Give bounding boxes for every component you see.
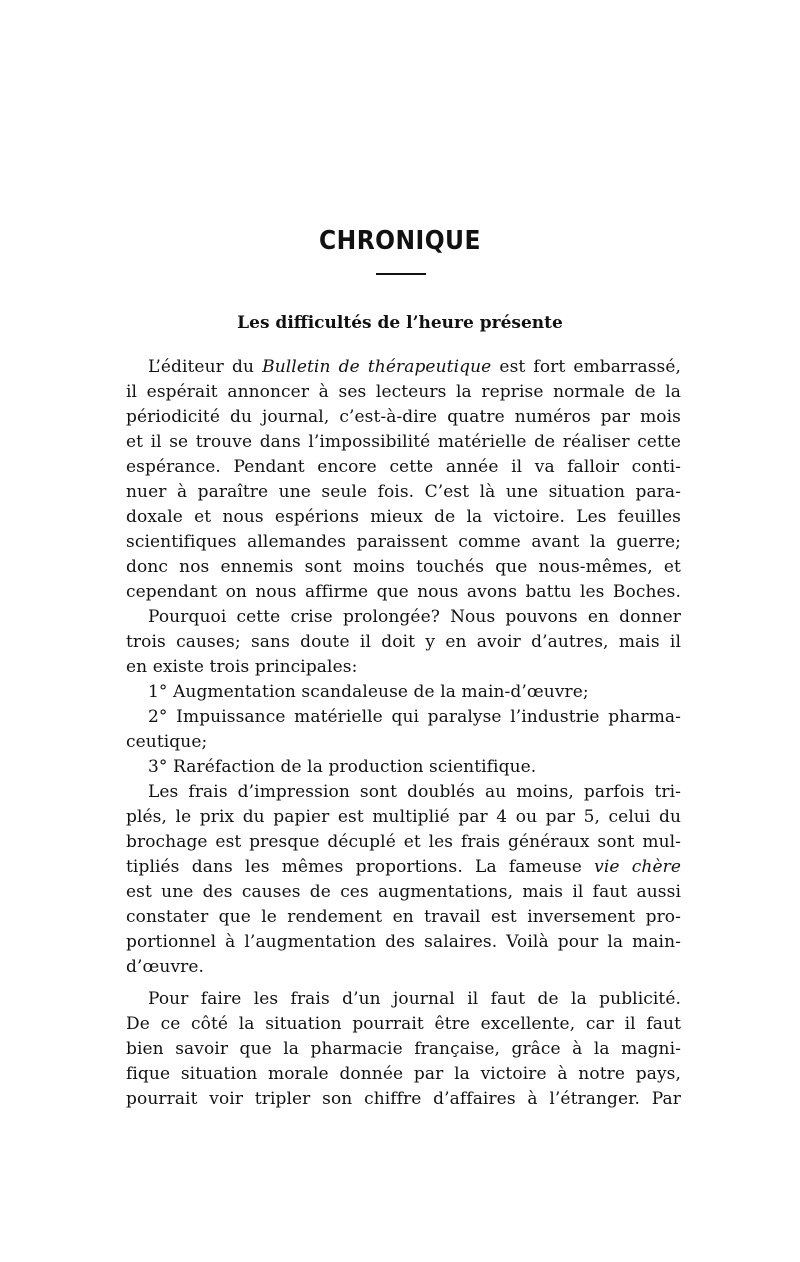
list-item: 3° Raréfaction de la production scientifique. <box>148 757 537 777</box>
text-line: donc nos ennemis sont moins touchés que nous-mêmes, et <box>126 557 681 577</box>
text-line: d’œuvre. <box>126 957 205 977</box>
text-line: ceutique; <box>126 732 208 752</box>
list-item: 2° Impuissance matérielle qui paralyse l’industrie pharma- <box>148 707 681 727</box>
text-line: doxale et nous espérions mieux de la victoire. Les feuilles <box>126 507 681 527</box>
text-line: Pour faire les frais d’un journal il faut de la publicité. <box>148 989 681 1009</box>
text-line: trois causes; sans doute il doit y en avoir d’autres, mais il <box>126 632 681 652</box>
text-line: bien savoir que la pharmacie française, grâce à la magni- <box>126 1039 681 1059</box>
text-line: fique situation morale donnée par la victoire à notre pays, <box>126 1064 681 1084</box>
text-line: espérance. Pendant encore cette année il va falloir conti- <box>126 457 681 477</box>
text-line: il espérait annoncer à ses lecteurs la reprise normale de la <box>126 382 681 402</box>
text-line: portionnel à l’augmentation des salaires. Voilà pour la main- <box>126 932 681 952</box>
text-line: L’éditeur du Bulletin de thérapeutique est fort embarrassé, <box>148 357 682 377</box>
text-line: cependant on nous affirme que nous avons battu les Boches. <box>126 582 681 602</box>
text-line: nuer à paraître une seule fois. C’est là une situation para- <box>126 482 681 502</box>
text-line: Pourquoi cette crise prolongée? Nous pouvons en donner <box>148 607 681 627</box>
emphasis-text: vie chère <box>594 857 682 877</box>
text-line: est une des causes de ces augmentations, mais il faut aussi <box>126 882 681 902</box>
journal-title: Bulletin de thérapeutique <box>262 357 492 377</box>
text-line: pourrait voir tripler son chiffre d’affaires à l’étranger. Par <box>126 1089 681 1109</box>
list-item: 1° Augmentation scandaleuse de la main-d’œuvre; <box>148 682 589 702</box>
text-line: brochage est presque décuplé et les frais généraux sont mul- <box>126 832 681 852</box>
text-line: en existe trois principales: <box>126 657 358 677</box>
text-line: scientifiques allemandes paraissent comme avant la guerre; <box>126 532 681 552</box>
text-line: plés, le prix du papier est multiplié par 4 ou par 5, celui du <box>126 807 681 827</box>
text-line: De ce côté la situation pourrait être excellente, car il faut <box>126 1014 681 1034</box>
title-rule <box>376 273 426 275</box>
text-line: périodicité du journal, c’est-à-dire quatre numéros par mois <box>126 407 681 427</box>
section-heading: Les difficultés de l’heure présente <box>237 313 563 333</box>
text-line: tipliés dans les mêmes proportions. La fameuse vie chère <box>126 857 682 877</box>
chapter-title: CHRONIQUE <box>319 226 481 256</box>
body-text <box>126 355 681 1112</box>
text-line: Les frais d’impression sont doublés au moins, parfois tri- <box>148 782 681 802</box>
text-line: constater que le rendement en travail est inversement pro- <box>126 907 681 927</box>
text-line: et il se trouve dans l’impossibilité matérielle de réaliser cette <box>126 432 681 452</box>
